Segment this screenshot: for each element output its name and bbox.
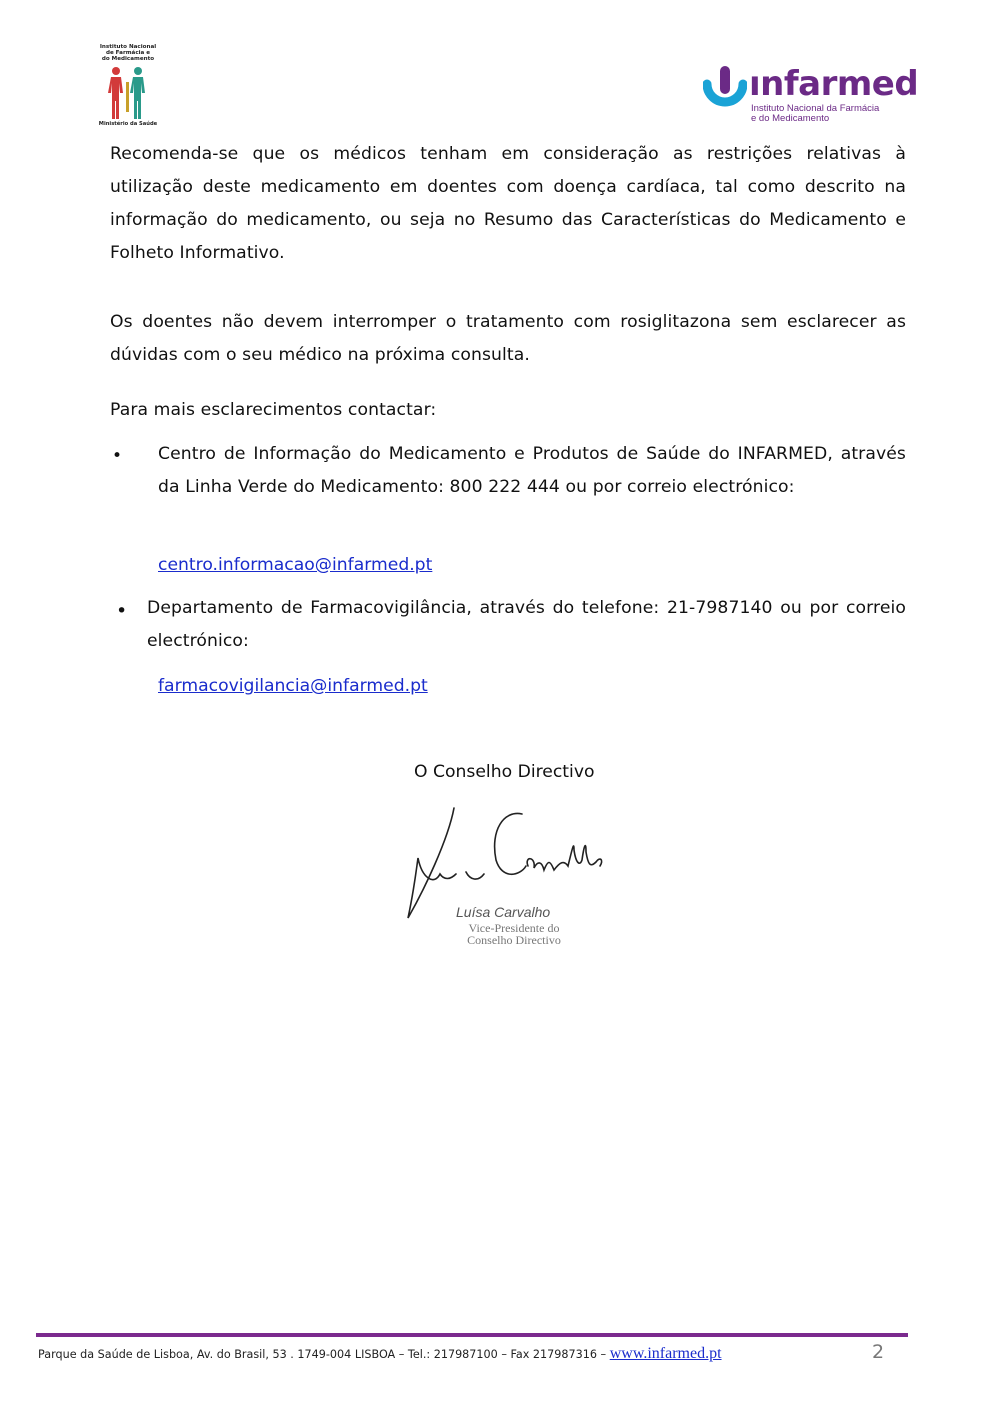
paragraph-recommendation: Recomenda-se que os médicos tenham em consideração as restrições relativas à utilização deste medicamento em doentes com doença cardíaca, tal como descrito na informação do medicamento, ou seja no Resumo das Características do Medicamento e Folheto Informativo. — [110, 144, 906, 263]
infarmed-logo — [703, 64, 919, 130]
email-link-farmacovigilancia[interactable]: farmacovigilancia@infarmed.pt — [158, 676, 428, 696]
contact-farmacovigilancia-text: Departamento de Farmacovigilância, através do telefone: 21-7987140 ou por correio electrónico: — [147, 598, 906, 651]
paragraph-patients: Os doentes não devem interromper o tratamento com rosiglitazona sem esclarecer as dúvidas com o seu médico na próxima consulta. — [110, 312, 906, 365]
signatory-name: Luísa Carvalho — [456, 904, 551, 920]
ministry-logo-line-1: Instituto Nacional — [99, 44, 157, 50]
ministry-logo-bottom: Ministério da Saúde — [98, 121, 158, 127]
footer-website-link[interactable]: www.infarmed.pt — [609, 1345, 722, 1362]
signature-block — [404, 800, 614, 960]
infarmed-mark-icon — [703, 66, 747, 112]
footer-address — [38, 1345, 722, 1363]
infarmed-subtitle-line-2: e do Medicamento — [751, 113, 830, 124]
contact-cim-text: Centro de Informação do Medicamento e Produtos de Saúde do INFARMED, através da Linha Verde do Medicamento: 800 222 444 ou por correio electrónico: — [158, 444, 906, 497]
infarmed-brand: ınfarmed — [749, 64, 919, 104]
contact-intro: Para mais esclarecimentos contactar: — [110, 400, 437, 420]
footer-divider — [36, 1333, 908, 1337]
infarmed-subtitle — [751, 104, 879, 124]
ministry-logo-line-3: do Medicamento — [101, 56, 155, 62]
human-figures-icon — [102, 64, 154, 120]
signatory-role-line-1: Vice-Presidente do — [468, 921, 560, 935]
infarmed-subtitle-line-1: Instituto Nacional da Farmácia — [751, 103, 880, 114]
bullet-2: • — [116, 600, 128, 622]
closing-board: O Conselho Directivo — [414, 762, 595, 782]
footer-address-text: Parque da Saúde de Lisboa, Av. do Brasil, 53 . 1749-004 LISBOA – Tel.: 217987100 – Fax 217987316 – — [38, 1348, 607, 1361]
ministry-logo — [96, 44, 160, 136]
bullet-1: • — [112, 446, 123, 466]
signatory-role — [444, 922, 584, 946]
email-link-centro-informacao[interactable]: centro.informacao@infarmed.pt — [158, 555, 433, 575]
ministry-logo-line-2: de Farmácia e — [105, 50, 151, 56]
page-number: 2 — [872, 1341, 885, 1363]
signatory-role-line-2: Conselho Directivo — [467, 933, 561, 947]
